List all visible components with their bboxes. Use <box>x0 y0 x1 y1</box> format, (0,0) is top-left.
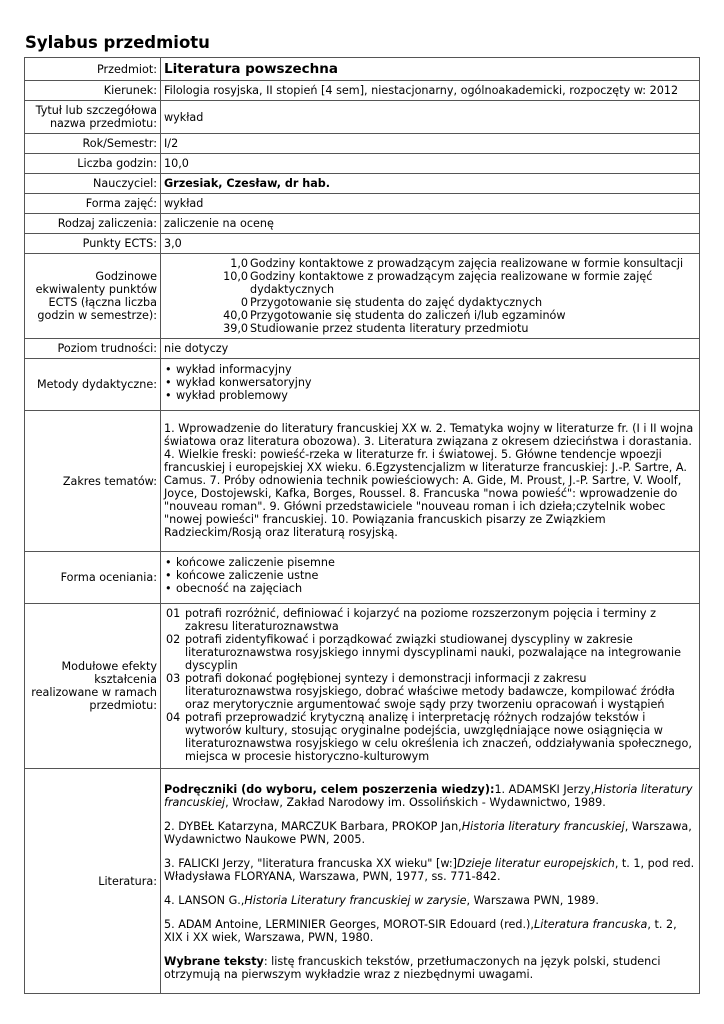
outcome-text <box>183 672 696 711</box>
list-item: • końcowe zaliczenie ustne <box>164 569 696 582</box>
list-item: • obecność na zajęciach <box>164 582 696 595</box>
literature-text: 4. LANSON G., <box>164 894 245 907</box>
literature-text: , Warszawa PWN, 1989. <box>466 894 599 907</box>
literature-title: Historia literatury francuskiej <box>461 820 625 833</box>
value-ects: 3,0 <box>161 234 700 254</box>
value-tytul: wykład <box>161 101 700 134</box>
literature-title: Literatura francuska <box>533 918 648 931</box>
label-kierunek: Kierunek: <box>25 81 161 101</box>
literature-text: 2. DYBEŁ Katarzyna, MARCZUK Barbara, PROKOP Jan, <box>164 820 462 833</box>
literature-entry <box>164 918 696 944</box>
literature-entry <box>164 857 696 883</box>
outcome-text <box>183 633 696 672</box>
outcome-code: 01 <box>166 607 181 620</box>
hours-value: 0 <box>240 296 248 309</box>
list-item: • wykład problemowy <box>164 389 696 402</box>
hours-text: Godziny kontaktowe z prowadzącym zajęcia realizowane w formie konsultacji <box>250 257 684 270</box>
value-godzinowe <box>161 254 700 339</box>
outcome-text-content: potrafi zidentyfikować i porządkować związki studiowanej dyscypliny w zakresie literaturoznawstwa rosyjskiego innymi dyscyplinami nauki, pozwalające na integrowanie dyscyplin <box>185 633 681 672</box>
label-godzin: Liczba godzin: <box>25 154 161 174</box>
row-zakres <box>25 411 700 552</box>
hours-item <box>164 309 696 322</box>
subject-name: Literatura powszechna <box>164 61 338 77</box>
label-tytul: Tytuł lub szczegółowa nazwa przedmiotu: <box>25 101 161 134</box>
row-oceniania <box>25 552 700 604</box>
outcome-code: 03 <box>166 672 181 685</box>
literature-title: Historia literatury francuskiej <box>164 783 693 809</box>
label-poziom: Poziom trudności: <box>25 339 161 359</box>
value-rok: I/2 <box>161 134 700 154</box>
literature-text: , Wrocław, Zakład Narodowy im. Ossolińskich - Wydawnictwo, 1989. <box>225 796 606 809</box>
row-przedmiot <box>25 58 700 81</box>
outcome-item <box>164 711 696 763</box>
value-zakres: 1. Wprowadzenie do literatury francuskiej XX w. 2. Tematyka wojny w literaturze fr. (I i II wojna światowa oraz literatura obozowa). 3. Literatura związana z okresem dzieciństwa i dorastania. 4. Wielkie freski: powieść-rzeka w literaturze fr. i światowej. 5. Główne tendencje wpoezji francuskiej i europejskiej XX wieku. 6.Egzystencjalizm w literaturze francuskiej: J.-P. Sartre, A. Camus. 7. Próby odnowienia technik powieściowych: A. Gide, M. Proust, J.-P. Sartre, V. Woolf, Joyce, Dostojewski, Kafka, Borges, Roussel. 8. Francuska "nowa powieść": wprowadzenie do "nouveau roman". 9. Główni przedstawiciele "nouveau roman i ich dzieła;czytelnik wobec "nowej powieści" francuskiej. 10. Powiązania francuskich pisarzy ze Związkiem Radzieckim/Rosją oraz literaturą rosyjską. <box>161 411 700 552</box>
assessment-list <box>164 556 696 595</box>
label-godzinowe: Godzinowe ekwiwalenty punktów ECTS (łączna liczba godzin w semestrze): <box>25 254 161 339</box>
label-rodzaj: Rodzaj zaliczenia: <box>25 214 161 234</box>
row-godzin <box>25 154 700 174</box>
row-kierunek <box>25 81 700 101</box>
outcome-code: 02 <box>166 633 181 646</box>
page-title: Sylabus przedmiotu <box>25 33 210 52</box>
hours-value: 1,0 <box>230 257 248 270</box>
literature-entry <box>164 955 696 981</box>
hours-item <box>164 270 696 296</box>
literature-text: 1. ADAMSKI Jerzy, <box>494 783 595 796</box>
literature-text: , t. 2, XIX i XX wiek, Warszawa, PWN, 1980. <box>164 918 677 944</box>
literature-entry <box>164 783 696 809</box>
outcome-text-content: potrafi przeprowadzić krytyczną analizę i interpretację różnych rodzajów tekstów i wytworów kultury, stosując oryginalne podejścia, uwzględniające nowe osiągnięcia w literaturoznawstwa rosyjskiego w celu określenia ich znaczeń, oddziaływania społecznego, miejsca w procesie historyczno-kulturowym <box>185 711 692 763</box>
row-tytul <box>25 101 700 134</box>
row-metody <box>25 359 700 411</box>
label-ects: Punkty ECTS: <box>25 234 161 254</box>
outcome-text-content: potrafi dokonać pogłębionej syntezy i demonstracji informacji z zakresu literaturoznawstwa rosyjskiego, dobrać właściwe metody badawcze, kompilować źródła oraz merytorycznie argumentować swoje sądy przy tworzeniu opracowań i wystąpień <box>185 672 675 711</box>
row-godzinowe <box>25 254 700 339</box>
literature-title: Dzieje literatur europejskich <box>457 857 615 870</box>
label-nauczyciel: Nauczyciel: <box>25 174 161 194</box>
literature-heading: Podręczniki (do wyboru, celem poszerzenia wiedzy): <box>164 783 495 796</box>
list-item: • wykład informacyjny <box>164 363 696 376</box>
literature-heading: Wybrane teksty <box>164 955 264 968</box>
value-przedmiot <box>161 58 700 81</box>
label-zakres: Zakres tematów: <box>25 411 161 552</box>
hours-value: 10,0 <box>223 270 248 283</box>
outcome-item <box>164 633 696 672</box>
literature-text: , Warszawa, Wydawnictwo Naukowe PWN, 2005. <box>164 820 692 846</box>
hours-text: Przygotowanie się studenta do zaliczeń i/lub egzaminów <box>250 309 566 322</box>
literature-text: 3. FALICKI Jerzy, "literatura francuska XX wieku" [w:] <box>164 857 458 870</box>
hours-item <box>164 257 696 270</box>
row-nauczyciel <box>25 174 700 194</box>
value-literatura <box>161 769 700 994</box>
outcome-text <box>183 711 696 763</box>
value-poziom: nie dotyczy <box>161 339 700 359</box>
hours-value: 39,0 <box>223 322 248 335</box>
value-kierunek: Filologia rosyjska, II stopień [4 sem], niestacjonarny, ogólnoakademicki, rozpoczęty w: 2012 <box>161 81 700 101</box>
literature-entry <box>164 894 696 907</box>
value-oceniania <box>161 552 700 604</box>
literature-text: 5. ADAM Antoine, LERMINIER Georges, MOROT-SIR Edouard (red.), <box>164 918 534 931</box>
value-forma: wykład <box>161 194 700 214</box>
outcome-code: 04 <box>166 711 181 724</box>
label-literatura: Literatura: <box>25 769 161 994</box>
hours-text: Przygotowanie się studenta do zajęć dydaktycznych <box>250 296 543 309</box>
list-item: • końcowe zaliczenie pisemne <box>164 556 696 569</box>
label-forma: Forma zajęć: <box>25 194 161 214</box>
literature-text: : listę francuskich tekstów, przetłumaczonych na język polski, studenci otrzymują na pierwszym wykładzie wraz z niezbędnymi uwagami. <box>164 955 661 981</box>
row-forma <box>25 194 700 214</box>
value-nauczyciel: Grzesiak, Czesław, dr hab. <box>161 174 700 194</box>
syllabus-table <box>24 57 700 994</box>
hours-item <box>164 296 696 309</box>
literature-entry <box>164 820 696 846</box>
methods-list <box>164 363 696 402</box>
hours-item <box>164 322 696 335</box>
row-rodzaj <box>25 214 700 234</box>
label-oceniania: Forma oceniania: <box>25 552 161 604</box>
row-efekty <box>25 604 700 769</box>
value-efekty <box>161 604 700 769</box>
literature-title: Historia Literatury francuskiej w zarysie <box>244 894 467 907</box>
row-literatura <box>25 769 700 994</box>
label-efekty: Modułowe efekty kształcenia realizowane w ramach przedmiotu: <box>25 604 161 769</box>
literature-text: , t. 1, pod red. Władysława FLORYANA, Warszawa, PWN, 1977, ss. 771-842. <box>164 857 695 883</box>
value-metody <box>161 359 700 411</box>
label-przedmiot: Przedmiot: <box>25 58 161 81</box>
outcome-item <box>164 607 696 633</box>
value-godzin: 10,0 <box>161 154 700 174</box>
row-poziom <box>25 339 700 359</box>
hours-text: Godziny kontaktowe z prowadzącym zajęcia realizowane w formie zajęć dydaktycznych <box>250 270 653 296</box>
hours-value: 40,0 <box>223 309 248 322</box>
value-rodzaj: zaliczenie na ocenę <box>161 214 700 234</box>
list-item: • wykład konwersatoryjny <box>164 376 696 389</box>
label-metody: Metody dydaktyczne: <box>25 359 161 411</box>
outcome-text-content: potrafi rozróżnić, definiować i kojarzyć na poziome rozszerzonym pojęcia i terminy z zakresu literaturoznawstwa <box>185 607 656 633</box>
outcome-item <box>164 672 696 711</box>
outcome-text <box>183 607 696 633</box>
row-ects <box>25 234 700 254</box>
hours-text: Studiowanie przez studenta literatury przedmiotu <box>250 322 529 335</box>
label-rok: Rok/Semestr: <box>25 134 161 154</box>
row-rok <box>25 134 700 154</box>
